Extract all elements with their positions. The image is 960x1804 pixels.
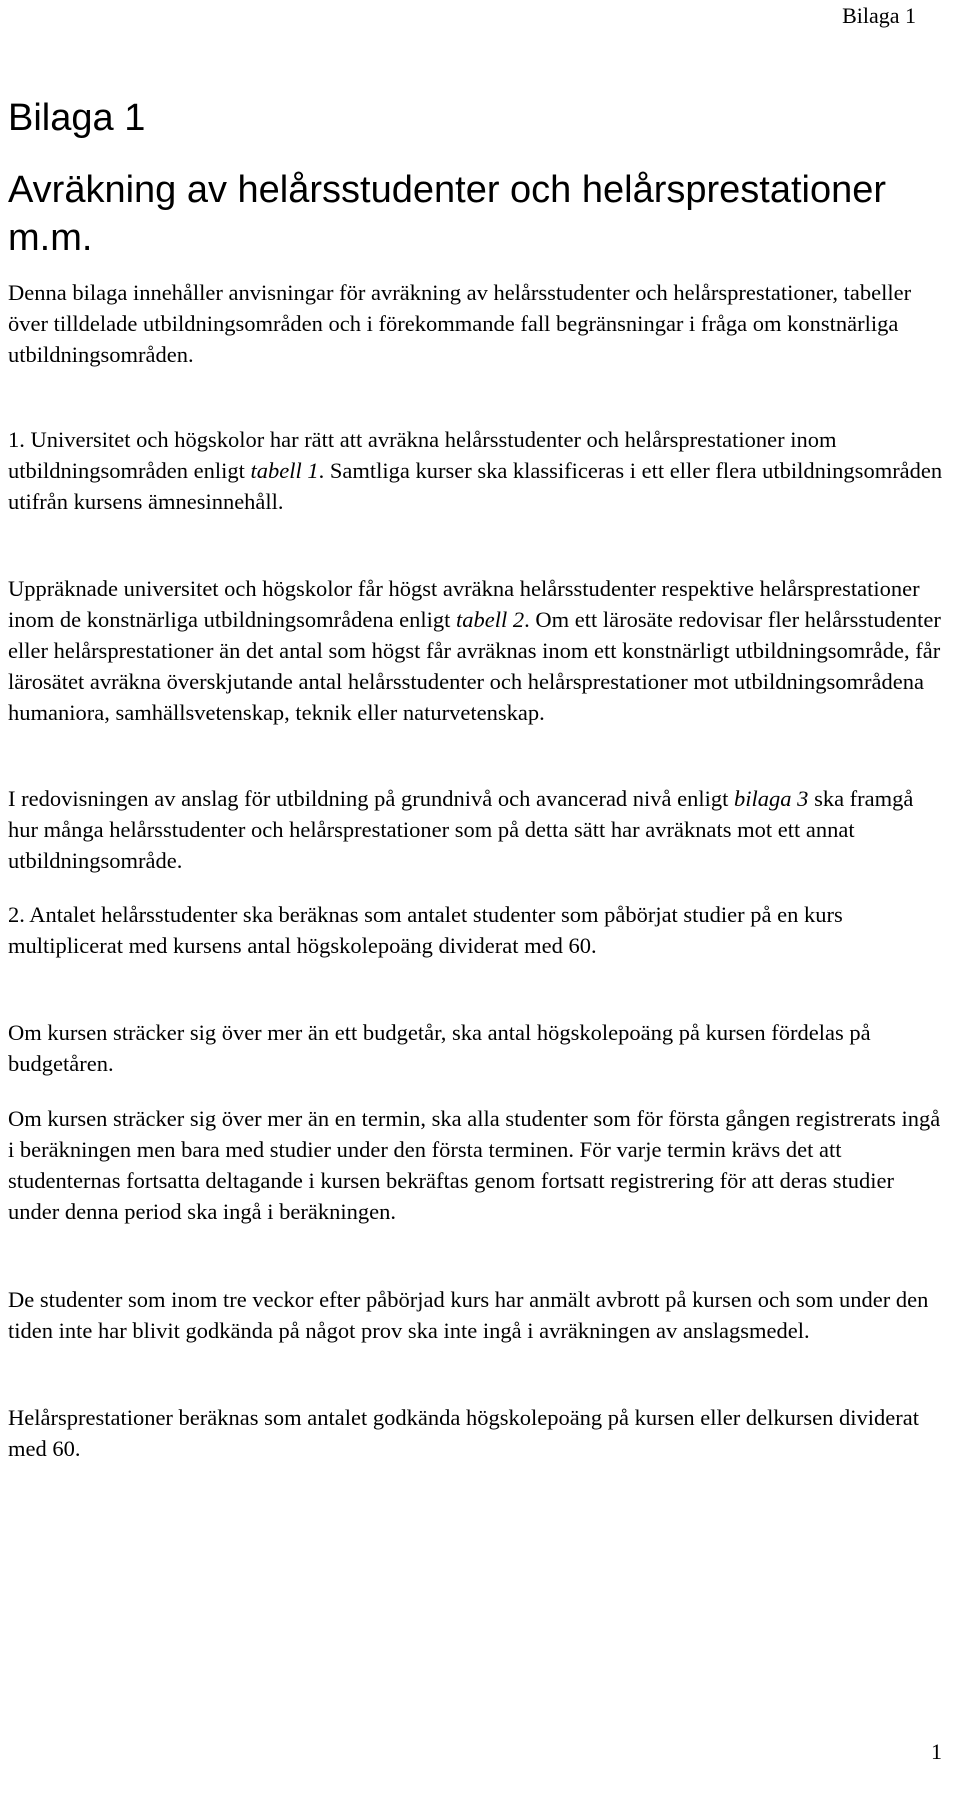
section-2-paragraph-3: Om kursen sträcker sig över mer än en termin, ska alla studenter som för första gången registrerats ingå i beräkningen men bara med studier under den första terminen. För varje termin krävs det att studenternas fortsatta deltagande i kursen bekräftas genom fortsatt registrering för att deras studier under denna period ska ingå i beräkningen.: [8, 1106, 941, 1224]
document-title: Avräkning av helårsstudenter och helårsprestationer m.m.: [8, 169, 887, 259]
text-segment: I redovisningen av anslag för utbildning på grundnivå och avancerad nivå enligt: [8, 786, 735, 811]
section-2-paragraph-5: Helårsprestationer beräknas som antalet godkända högskolepoäng på kursen eller delkursen dividerat med 60.: [8, 1405, 919, 1461]
appendix-reference: bilaga 3: [734, 786, 809, 811]
section-1-paragraph-1: [8, 424, 948, 517]
text-segment: ska framgå hur många helårsstudenter och helårsprestationer som på detta sätt har avräknats mot ett annat utbildningsområde.: [8, 786, 914, 873]
section-1-paragraph-2: [8, 573, 948, 728]
section-1-paragraph-3: [8, 783, 948, 876]
section-2-paragraph-1: 2. Antalet helårsstudenter ska beräknas som antalet studenter som påbörjat studier på en kurs multiplicerat med kursens antal högskolepoäng dividerat med 60.: [8, 902, 843, 958]
text-segment: . Samtliga kurser ska klassificeras i ett eller flera utbildningsområden utifrån kursens ämnesinnehåll.: [8, 458, 943, 514]
section-2-paragraph-2: Om kursen sträcker sig över mer än ett budgetår, ska antal högskolepoäng på kursen fördelas på budgetåren.: [8, 1020, 871, 1076]
page-number: 1: [931, 1739, 942, 1764]
section-2-paragraph-4: De studenter som inom tre veckor efter påbörjad kurs har anmält avbrott på kursen och som under den tiden inte har blivit godkända på något prov ska inte ingå i avräkningen av anslagsmedel.: [8, 1287, 929, 1343]
text-segment: 1. Universitet och högskolor har rätt att avräkna helårsstudenter och helårsprestationer inom utbildningsområden enligt: [8, 427, 837, 483]
text-segment: Uppräknade universitet och högskolor får högst avräkna helårsstudenter respektive helårsprestationer inom de konstnärliga utbildningsområdena enligt: [8, 576, 920, 632]
running-header: Bilaga 1: [842, 3, 916, 28]
table-reference: tabell 2: [456, 607, 525, 632]
intro-paragraph: Denna bilaga innehåller anvisningar för avräkning av helårsstudenter och helårsprestationer, tabeller över tilldelade utbildningsområden och i förekommande fall begränsningar i fråga om konstnärliga utbildningsområden.: [8, 280, 912, 367]
table-reference: tabell 1: [250, 458, 319, 483]
text-segment: . Om ett lärosäte redovisar fler helårsstudenter eller helårsprestationer än det antal som högst får avräknas inom ett konstnärligt utbildningsområde, får lärosätet avräkna överskjutande antal helårsstudenter och helårsprestationer mot utbildningsområdena humaniora, samhällsvetenskap, teknik eller naturvetenskap.: [8, 607, 941, 725]
appendix-title: Bilaga 1: [8, 97, 146, 139]
